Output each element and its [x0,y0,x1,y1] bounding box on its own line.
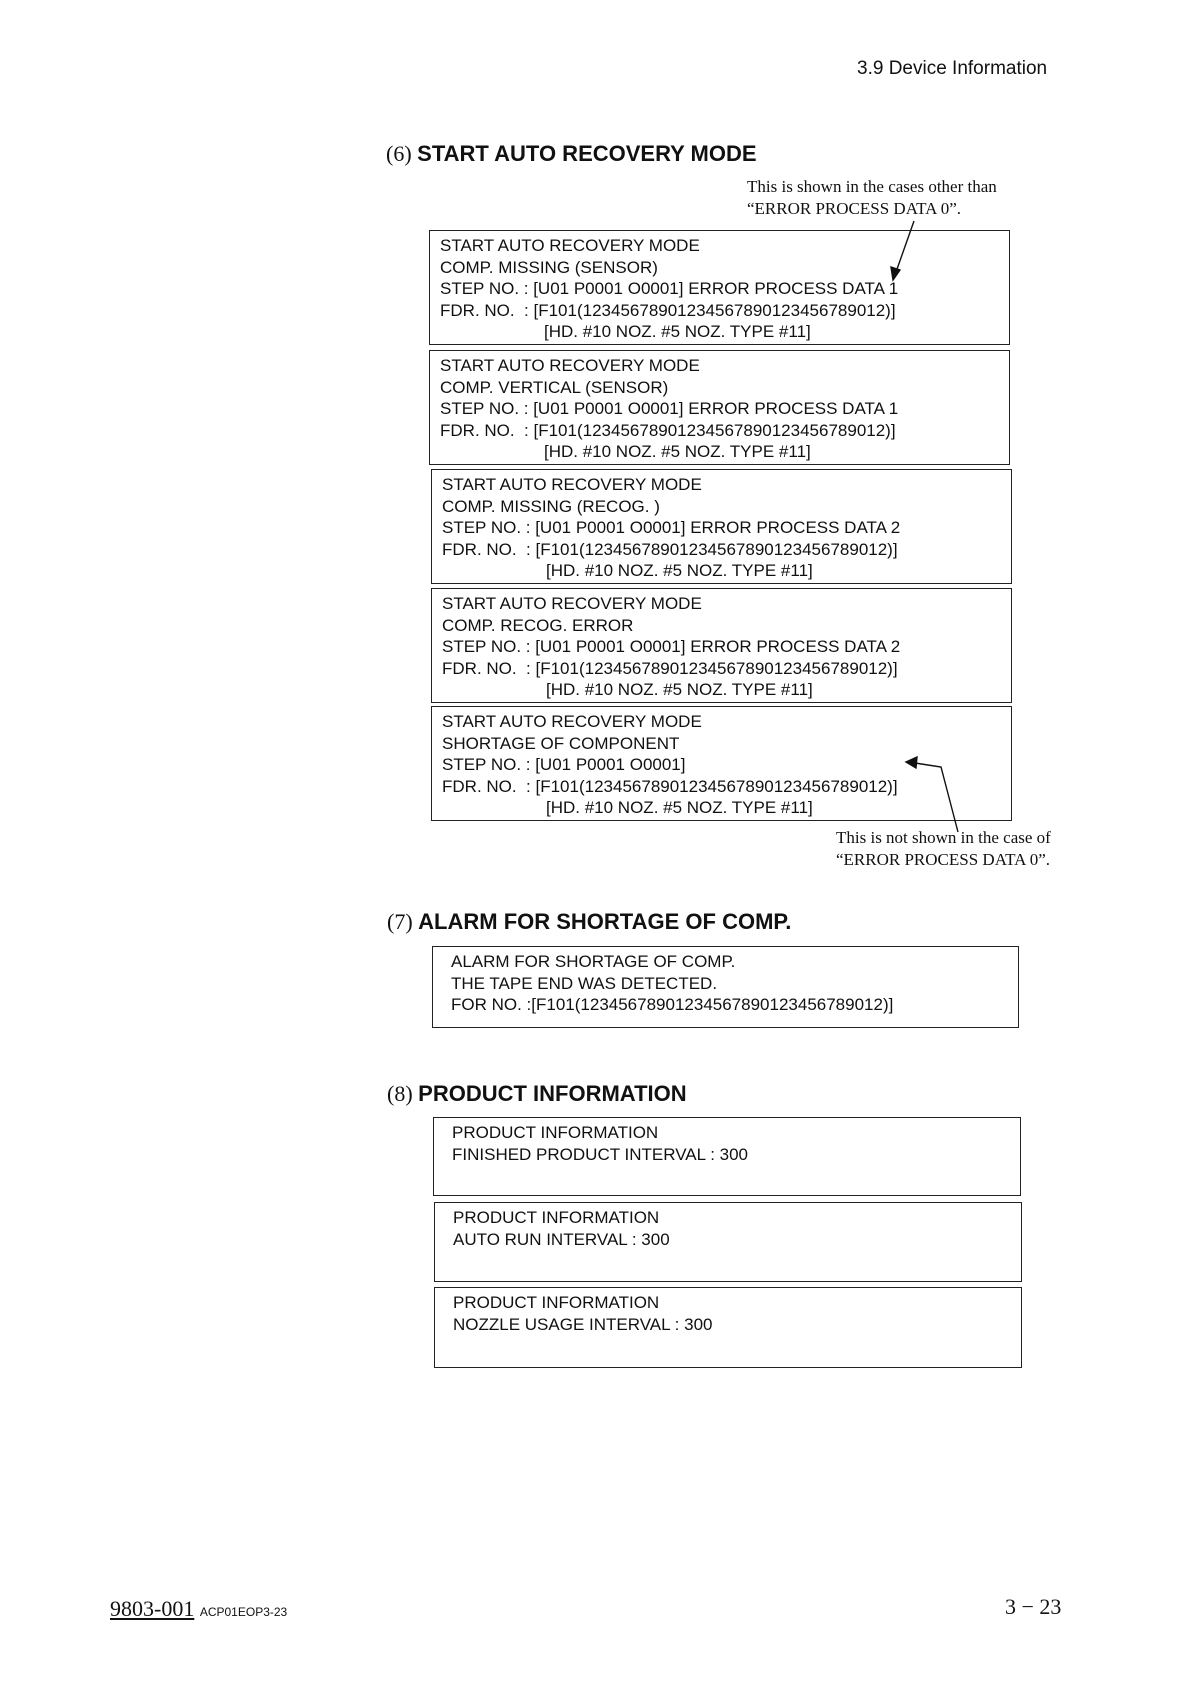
note-line: “ERROR PROCESS DATA 0”. [836,850,1051,869]
product-info-box [433,1117,1021,1196]
message-line: COMP. MISSING (SENSOR) [440,257,658,277]
message-line: FDR. NO. : [F101(12345678901234567890123456789012)] [442,658,898,678]
message-line: STEP NO. : [U01 P0001 O0001] ERROR PROCESS DATA 2 [442,518,901,537]
message-line: STEP NO. : [U01 P0001 O0001] ERROR PROCESS DATA 1 [440,399,899,418]
message-line: COMP. MISSING (RECOG. ) [442,496,660,516]
page-number: 3 − 23 [1005,1594,1062,1619]
message-line: [HD. #10 NOZ. #5 NOZ. TYPE #11] [544,322,811,341]
message-line: ALARM FOR SHORTAGE OF COMP. [451,952,736,971]
message-line: STEP NO. : [U01 P0001 O0001] [442,755,686,774]
section-title: ALARM FOR SHORTAGE OF COMP. [418,909,792,934]
section-number: (8) [387,1081,413,1106]
message-line: COMP. VERTICAL (SENSOR) [440,377,669,397]
running-header: 3.9 Device Information [857,58,1048,79]
message-line: PRODUCT INFORMATION [453,1293,660,1312]
message-line: AUTO RUN INTERVAL : 300 [453,1229,670,1249]
doc-code: 9803-001 [110,1596,195,1621]
message-line: [HD. #10 NOZ. #5 NOZ. TYPE #11] [546,561,813,580]
section-number: (6) [386,141,412,166]
message-line: PRODUCT INFORMATION [452,1123,659,1142]
note-bottom [836,827,1051,871]
message-line: START AUTO RECOVERY MODE [442,594,702,613]
message-line: START AUTO RECOVERY MODE [442,712,702,731]
message-line: [HD. #10 NOZ. #5 NOZ. TYPE #11] [544,442,811,461]
message-line: PRODUCT INFORMATION [453,1208,660,1227]
note-line: “ERROR PROCESS DATA 0”. [747,199,962,218]
message-line: FINISHED PRODUCT INTERVAL : 300 [452,1144,748,1164]
message-line: STEP NO. : [U01 P0001 O0001] ERROR PROCESS DATA 1 [440,279,899,298]
message-line: [HD. #10 NOZ. #5 NOZ. TYPE #11] [546,680,813,699]
section-7-heading [387,909,791,935]
message-line: FDR. NO. : [F101(12345678901234567890123456789012)] [442,776,898,796]
message-line: [HD. #10 NOZ. #5 NOZ. TYPE #11] [546,798,813,817]
message-line: NOZZLE USAGE INTERVAL : 300 [453,1314,713,1334]
message-line: COMP. RECOG. ERROR [442,615,634,635]
arrow-icon [906,757,958,832]
section-title: START AUTO RECOVERY MODE [417,141,757,166]
message-line: FDR. NO. : [F101(12345678901234567890123456789012)] [440,300,896,320]
message-line: START AUTO RECOVERY MODE [440,236,700,255]
section-number: (7) [387,909,413,934]
message-line: FOR NO. :[F101(12345678901234567890123456789012)] [451,995,894,1014]
footer-doc-id [110,1596,287,1622]
message-line: FDR. NO. : [F101(12345678901234567890123456789012)] [442,539,898,559]
arrow-icon [891,221,914,280]
message-line: START AUTO RECOVERY MODE [442,475,702,494]
product-info-box [434,1287,1022,1368]
message-line: SHORTAGE OF COMPONENT [442,733,680,753]
message-line: THE TAPE END WAS DETECTED. [451,973,718,993]
message-line: FDR. NO. : [F101(12345678901234567890123456789012)] [440,420,896,440]
note-line: This is not shown in the case of [836,828,1051,847]
message-line: START AUTO RECOVERY MODE [440,356,700,375]
note-line: This is shown in the cases other than [747,177,997,196]
message-line: STEP NO. : [U01 P0001 O0001] ERROR PROCESS DATA 2 [442,637,901,656]
doc-subcode: ACP01EOP3-23 [199,1605,288,1619]
product-info-box [434,1202,1022,1282]
section-8-heading [387,1081,687,1107]
alarm-message-box [432,946,1019,1028]
section-title: PRODUCT INFORMATION [418,1081,687,1106]
